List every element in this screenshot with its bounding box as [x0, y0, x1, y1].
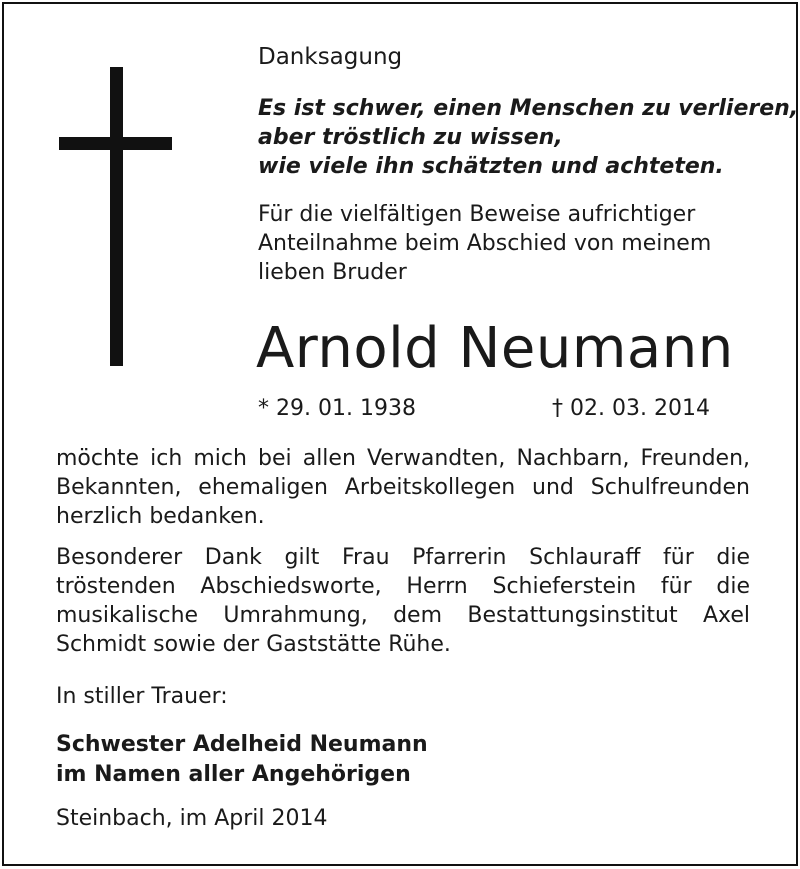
- notice-heading: Danksagung: [258, 44, 403, 70]
- place-date: Steinbach, im April 2014: [56, 806, 328, 831]
- mourning-line: In stiller Trauer:: [56, 684, 228, 709]
- birth-date: * 29. 01. 1938: [258, 396, 416, 421]
- signer-line: Schwester Adelheid Neumann: [56, 732, 428, 757]
- thanks-paragraph: möchte ich mich bei allen Verwandten, Nachbarn, Freunden, Bekannten, ehemaligen Arbeitskollegen und Schulfreunden herzlich bedanken.: [56, 446, 750, 529]
- intro-text: Für die vielfältigen Beweise aufrichtiger Anteilnahme beim Abschied von meinem lieben Bruder: [258, 202, 712, 285]
- quote-line: wie viele ihn schätzten und achteten.: [258, 154, 724, 179]
- signer-line: im Namen aller Angehörigen: [56, 762, 411, 787]
- deceased-name: Arnold Neumann: [256, 316, 734, 381]
- special-thanks-paragraph: Besonderer Dank gilt Frau Pfarrerin Schlauraff für die tröstenden Abschiedsworte, Herrn Schieferstein für die musikalische Umrahmung, dem Bestattungsinstitut Axel Schmidt sowie der Gaststätte Rühe.: [56, 545, 750, 657]
- death-date: † 02. 03. 2014: [552, 396, 710, 421]
- quote-line: Es ist schwer, einen Menschen zu verlieren,: [258, 96, 799, 121]
- quote: [258, 94, 798, 181]
- quote-line: aber tröstlich zu wissen,: [258, 125, 563, 150]
- signers: [56, 730, 428, 790]
- cross-icon: [110, 67, 123, 366]
- obituary-notice: [2, 2, 798, 866]
- cross-icon-bar: [59, 137, 172, 150]
